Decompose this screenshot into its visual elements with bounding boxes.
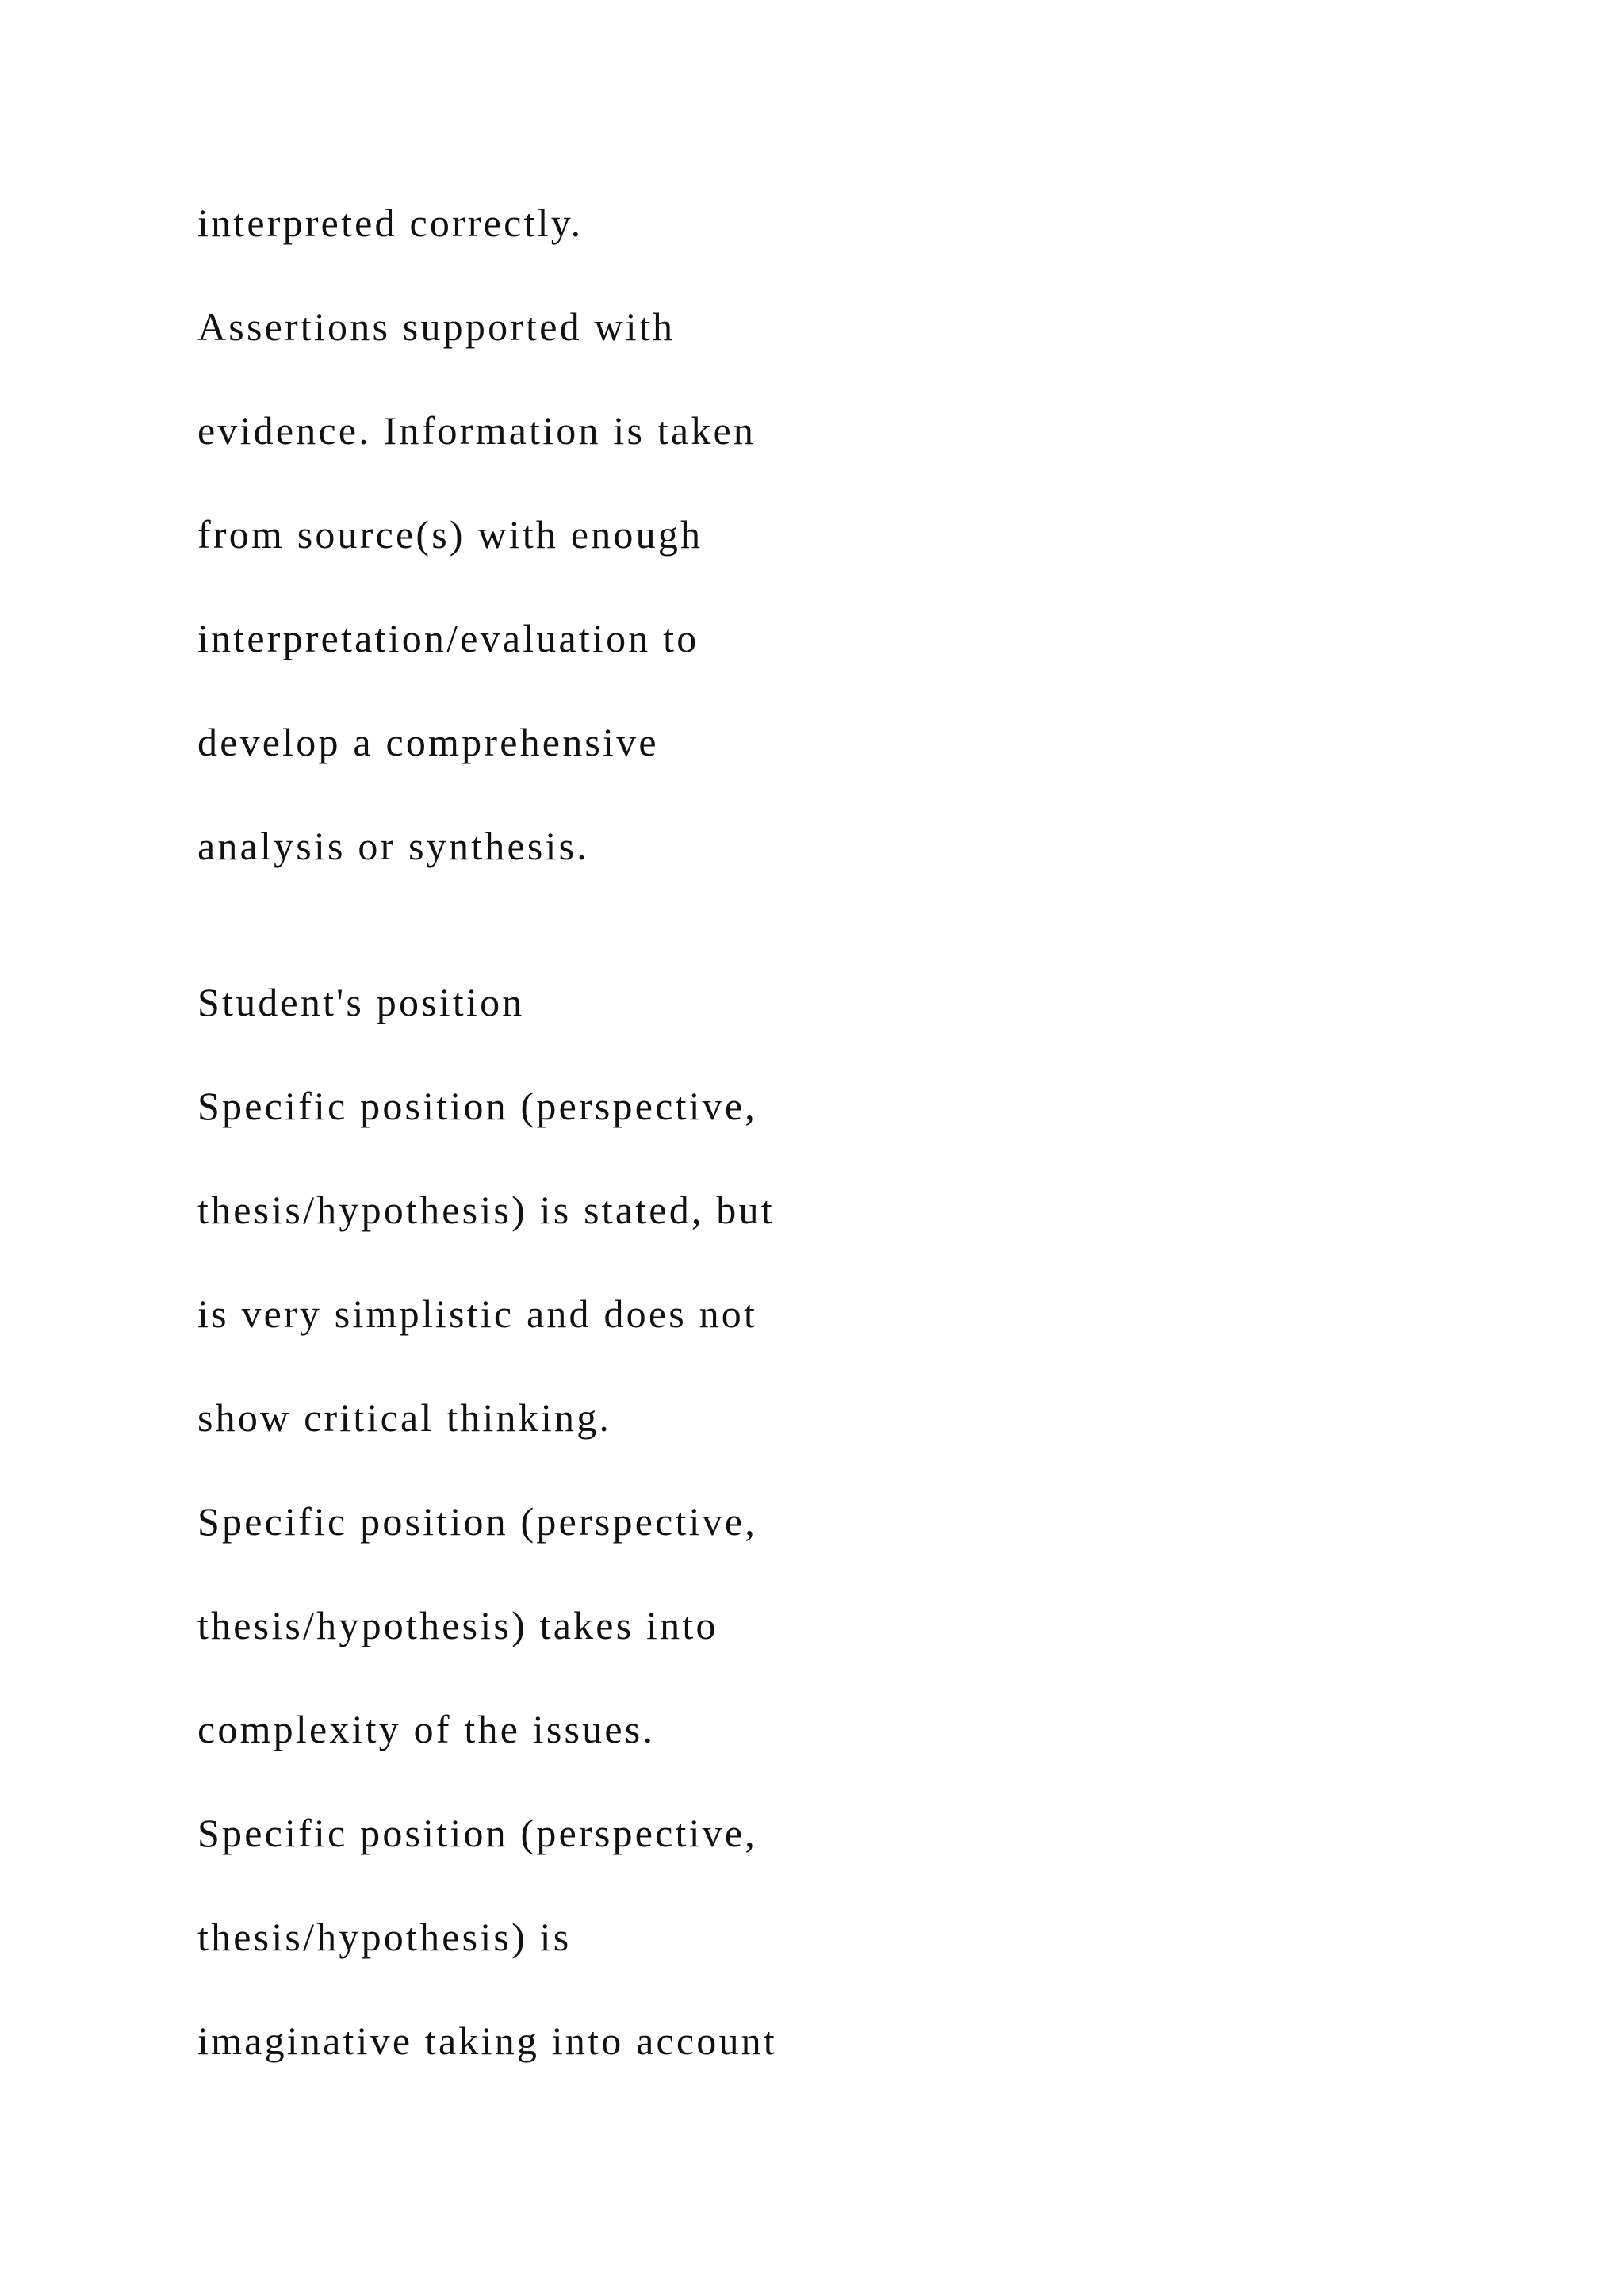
text-line: thesis/hypothesis) takes into (197, 1603, 718, 1647)
text-line: Specific position (perspective, (197, 1499, 757, 1544)
section-heading: Student's position (197, 980, 525, 1024)
text-line: thesis/hypothesis) is (197, 1915, 572, 1959)
text-line: Assertions supported with (197, 304, 676, 349)
text-line: evidence. Information is taken (197, 408, 756, 453)
text-line: imaginative taking into account (197, 2019, 777, 2063)
text-line: develop a comprehensive (197, 720, 659, 764)
text-line: from source(s) with enough (197, 512, 703, 557)
text-line: is very simplistic and does not (197, 1292, 758, 1336)
text-line: Specific position (perspective, (197, 1084, 757, 1128)
text-line: analysis or synthesis. (197, 824, 589, 868)
text-line: Specific position (perspective, (197, 1811, 757, 1855)
text-line: show critical thinking. (197, 1395, 612, 1440)
text-line: interpretation/evaluation to (197, 616, 699, 660)
text-line: thesis/hypothesis) is stated, but (197, 1188, 775, 1232)
text-line: interpreted correctly. (197, 201, 584, 245)
text-line: complexity of the issues. (197, 1707, 656, 1751)
